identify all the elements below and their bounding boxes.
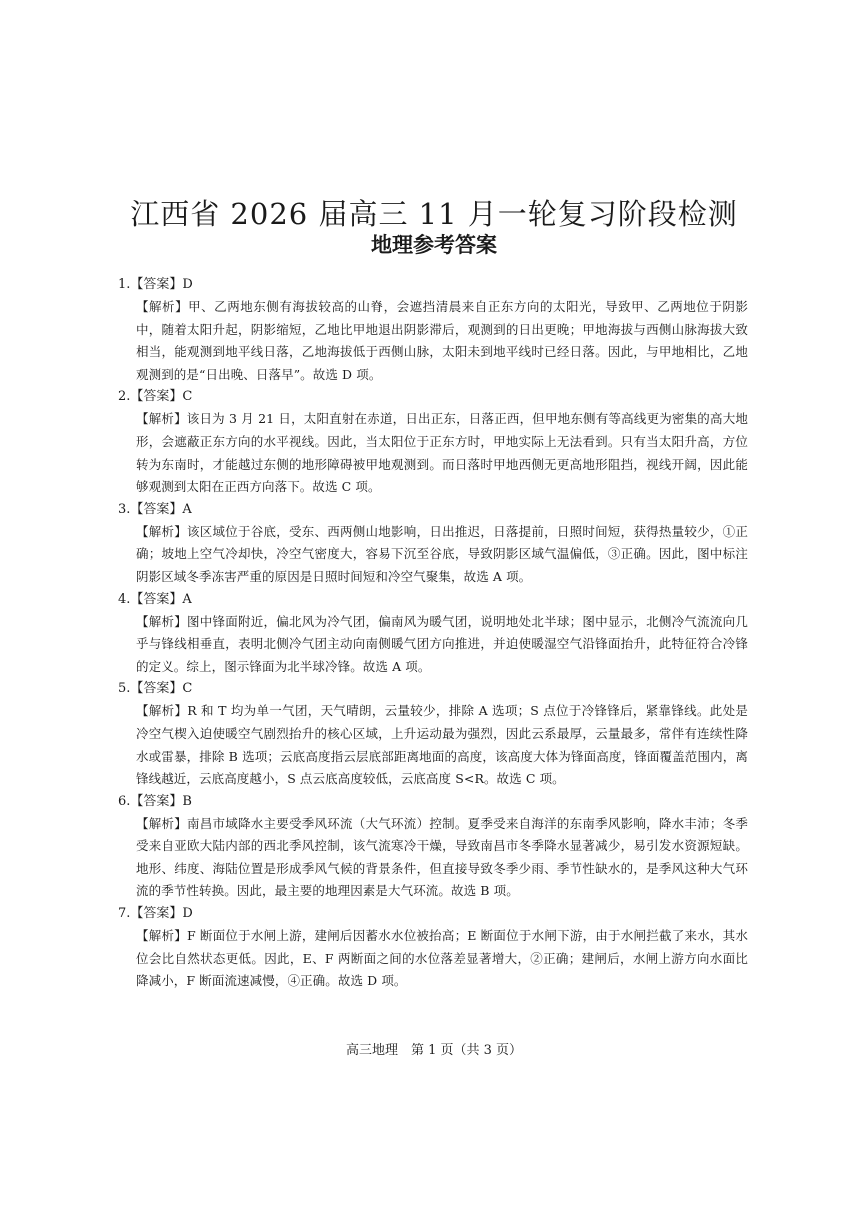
question-analysis: 【解析】南昌市域降水主要受季风环流（大气环流）控制。夏季受来自海洋的东南季风影响，降水丰沛；冬季受来自亚欧大陆内部的西北季风控制，该气流寒冷干燥，导致南昌市冬季降水显著减少，易引发水资源短缺。地形、纬度、海陆位置是形成季风气候的背景条件，但直接导致冬季少雨、季节性缺水的，是季风这种大气环流的季节性转换。因此，最主要的地理因素是大气环流。故选 B 项。 [136, 815, 748, 899]
question-4 [118, 589, 748, 679]
question-1 [118, 274, 748, 386]
page-footer: 高三地理 第 1 页（共 3 页） [345, 1043, 523, 1058]
page-title: 江西省 2026 届高三 11 月一轮复习阶段检测 [130, 197, 738, 231]
question-analysis: 【解析】F 断面位于水闸上游，建闸后因蓄水水位被抬高；E 断面位于水闸下游，由于水闸拦截了来水，其水位会比自然状态更低。因此，E、F 两断面之间的水位落差显著增大，②正确；建闸后，水闸上游方向水面比降减小，F 断面流速减慢，④正确。故选 D 项。 [136, 928, 748, 989]
question-analysis: 【解析】该日为 3 月 21 日，太阳直射在赤道，日出正东，日落正西，但甲地东侧有等高线更为密集的高大地形，会遮蔽正东方向的水平视线。因此，当太阳位于正东方时，甲地实际上无法看到。只有当太阳升高，方位转为东南时，才能越过东侧的地形障碍被甲地观测到。而日落时甲地西侧无更高地形阻挡，视线开阔，因此能够观测到太阳在正西方向落下。故选 C 项。 [136, 411, 748, 495]
question-answer: 4.【答案】A [118, 591, 192, 607]
question-2 [118, 386, 748, 498]
page-subtitle: 地理参考答案 [371, 233, 497, 257]
question-analysis: 【解析】甲、乙两地东侧有海拔较高的山脊，会遮挡清晨来自正东方向的太阳光，导致甲、乙两地位于阴影中，随着太阳升起，阴影缩短，乙地比甲地退出阴影滞后，观测到的日出更晚；甲地海拔与西侧山脉海拔大致相当，能观测到地平线日落，乙地海拔低于西侧山脉，太阳未到地平线时已经日落。因此，与甲地相比，乙地观测到的是“日出晚、日落早”。故选 D 项。 [136, 299, 748, 382]
question-answer: 1.【答案】D [118, 277, 193, 292]
question-analysis: 【解析】该区域位于谷底，受东、西两侧山地影响，日出推迟，日落提前，日照时间短，获得热量较少，①正确；坡地上空气冷却快，冷空气密度大，容易下沉至谷底，导致阴影区域气温偏低，③正确。因此，图中标注阴影区域冬季冻害严重的原因是日照时间短和冷空气聚集，故选 A 项。 [136, 523, 748, 584]
question-5 [118, 678, 748, 790]
question-analysis: 【解析】图中锋面附近，偏北风为冷气团，偏南风为暖气团，说明地处北半球；图中显示，北侧冷气流流向几乎与锋线相垂直，表明北侧冷气团主动向南侧暖气团方向推进，并迫使暖湿空气沿锋面抬升，此特征符合冷锋的定义。综上，图示锋面为北半球冷锋。故选 A 项。 [136, 613, 748, 674]
question-answer: 7.【答案】D [118, 906, 193, 922]
question-6 [118, 791, 748, 903]
question-3 [118, 499, 748, 589]
question-analysis: 【解析】R 和 T 均为单一气团，天气晴朗，云量较少，排除 A 选项；S 点位于冷锋锋后，紧靠锋线。此处是冷空气楔入迫使暖空气剧烈抬升的核心区域，上升运动最为强烈，因此云系最厚，云量最多，常伴有连续性降水或雷暴，排除 B 选项；云底高度指云层底部距离地面的高度，该高度大体为锋面高度，锋面覆盖范围内，离锋线越近，云底高度越小，S 点云底高度较低，云底高度 S<R。故选 C 项。 [136, 703, 748, 787]
question-answer: 6.【答案】B [118, 793, 192, 809]
question-answer: 2.【答案】C [118, 389, 193, 405]
answer-list [118, 274, 748, 993]
question-answer: 5.【答案】C [118, 681, 193, 697]
question-answer: 3.【答案】A [118, 501, 192, 517]
question-7 [118, 903, 748, 993]
